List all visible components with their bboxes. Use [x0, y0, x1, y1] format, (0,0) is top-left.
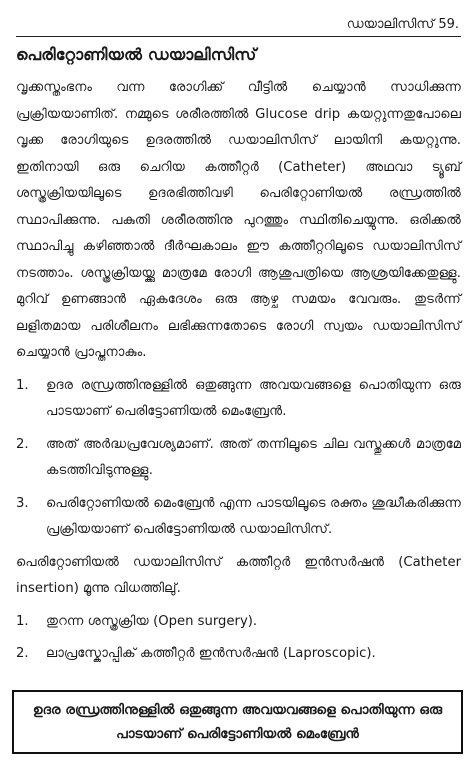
list-number: 1. — [16, 613, 29, 629]
list-text: അത് അർദ്ധപ്രവേശ്യമാണ്. അത് തന്നിലൂടെ ചില വസ്തുക്കൾ മാത്രമേ കടത്തിവിടുന്നുള്ളു. — [46, 436, 461, 478]
list-number: 3. — [16, 495, 29, 511]
body-paragraph-2: പെരിറ്റോണിയൽ ഡയാലിസിസ് കത്തീറ്റർ ഇൻസർഷൻ (Catheter insertion) മൂന്നു വിധത്തിലു്. — [16, 554, 461, 596]
highlight-box — [12, 690, 463, 754]
list-item — [16, 432, 461, 485]
header-rule — [16, 36, 461, 37]
list-item — [16, 641, 461, 668]
list-item — [16, 609, 461, 636]
list-number: 2. — [16, 436, 29, 452]
list-text: തുറന്ന ശസ്ത്രക്രിയ (Open surgery). — [46, 613, 258, 629]
running-header — [16, 0, 461, 36]
insertion-methods-list — [16, 609, 461, 668]
membrane-facts-list — [16, 373, 461, 544]
highlight-text: ഉദര രന്ധ്രത്തിനുള്ളിൽ ഒതുങ്ങുന്ന അവയവങ്ങളെ പൊതിയുന്ന ഒരു പാടയാണ് പെരിട്ടോണിയൽ മെംബ്രേൻ — [32, 702, 443, 742]
list-item — [16, 373, 461, 426]
page-header-label: ഡയാലിസിസ് 59. — [346, 17, 459, 32]
list-text: ഉദര രന്ധ്രത്തിനുള്ളിൽ ഒതുങ്ങുന്ന അവയവങ്ങളെ പൊതിയുന്ന ഒരു പാടയാണ് പെരിട്ടോണിയൽ മെംബ്രേൻ. — [46, 377, 461, 419]
body-paragraph-1: വൃക്കസ്തംഭനം വന്ന രോഗിക്ക് വീട്ടിൽ ചെയ്യാൻ സാധിക്കുന്ന പ്രക്രിയയാണിത്. നമ്മുടെ ശരീരത്തിൽ Glucose drip കയറ്റുന്നതുപോലെ വൃക്ക രോഗിയുടെ ഉദരത്തിൽ ഡയാലിസിസ് ലായിനി കയറ്റുന്നു. ഇതിനായി ഒരു ചെറിയ കത്തീറ്റർ (Catheter) അഥവാ ട്യൂബ് ശസ്ത്രക്രിയയിലൂടെ ഉദരഭിത്തിവഴി പെരിറ്റോണിയൽ രന്ധ്രത്തിൽ സ്ഥാപിക്കുന്നു. പകുതി ശരീരത്തിനു പുറത്തും സ്ഥിതിചെയ്യുന്നു. ഒരിക്കൽ സ്ഥാപിച്ചു കഴിഞ്ഞാൽ ദീർഘകാലം ഈ കത്തീറ്ററിലൂടെ ഡയാലിസിസ് നടത്താം. ശസ്ത്രക്രിയയ്ക്കു മാത്രമേ രോഗി ആശുപത്രിയെ ആശ്രയിക്കേതുള്ളു. മുറിവ് ഉണങ്ങാൻ ഏകദേശം ഒരു ആഴ്ച സമയം വേവരും. തുടർന്ന് ലളിതമായ പരിശീലനം ലഭിക്കുന്നതോടെ രോഗി സ്വയം ഡയാലിസിസ് ചെയ്യാൻ പ്രാപ്തനാകും. — [16, 80, 461, 360]
list-number: 1. — [16, 377, 29, 393]
list-text: പെരിറ്റോണിയൽ മെംബ്രേൻ എന്ന പാടയിലൂടെ രക്തം ശുദ്ധീകരിക്കുന്ന പ്രക്രിയയാണ് പെരിട്ടോണിയൽ ഡയാലിസിസ്. — [46, 495, 461, 537]
list-text: ലാപ്രസ്കോപ്പിക് കത്തീറ്റർ ഇൻസർഷൻ (Laproscopic). — [46, 646, 376, 661]
section-title: പെരിറ്റോണിയൽ ഡയാലിസിസ് — [16, 45, 257, 64]
list-number: 2. — [16, 646, 29, 661]
list-item — [16, 491, 461, 544]
